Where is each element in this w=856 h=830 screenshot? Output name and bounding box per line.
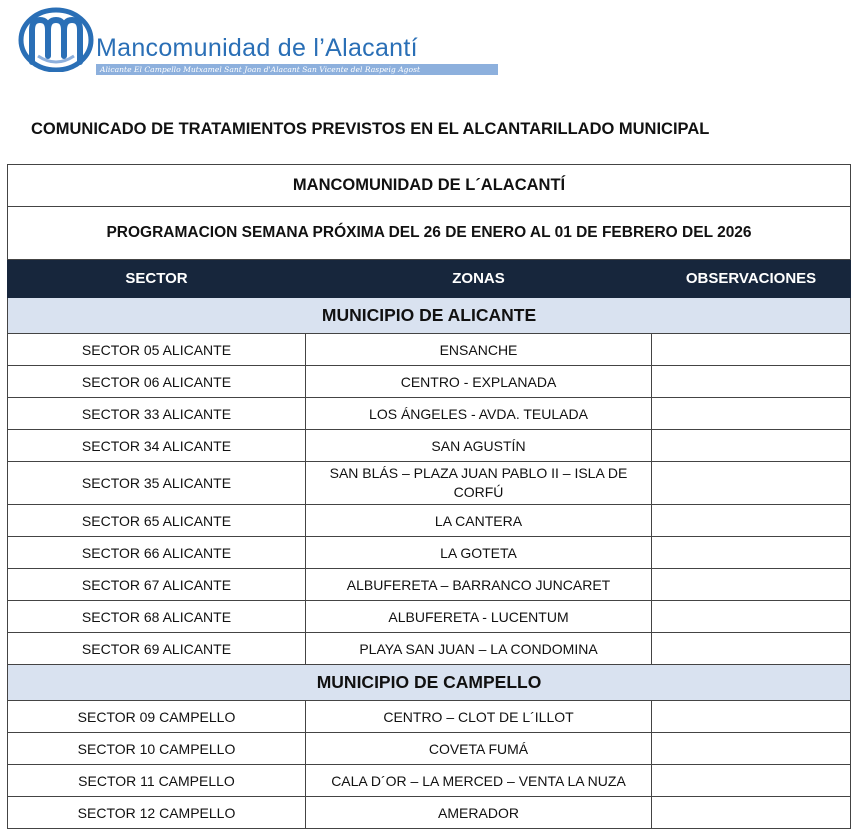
table-row [8, 733, 851, 765]
zona-cell: COVETA FUMÁ [306, 733, 652, 765]
document-heading: COMUNICADO DE TRATAMIENTOS PREVISTOS EN EL ALCANTARILLADO MUNICIPAL [31, 120, 710, 138]
zona-cell: CENTRO – CLOT DE L´ILLOT [306, 701, 652, 733]
zona-cell: AMERADOR [306, 797, 652, 829]
logo-municipalities-strip: Alicante El Campello Mutxamel Sant Joan d'Alacant San Vicente del Raspeig Agost [96, 64, 498, 75]
sector-cell: SECTOR 69 ALICANTE [8, 633, 306, 665]
table-row [8, 537, 851, 569]
sector-cell: SECTOR 05 ALICANTE [8, 334, 306, 366]
table-title: MANCOMUNIDAD DE L´ALACANTÍ [8, 165, 851, 207]
observaciones-cell [652, 569, 851, 601]
observaciones-cell [652, 334, 851, 366]
table-subtitle-row [8, 207, 851, 260]
municipio-group-row [8, 665, 851, 701]
table-row [8, 366, 851, 398]
sector-cell: SECTOR 65 ALICANTE [8, 505, 306, 537]
table-subtitle: PROGRAMACION SEMANA PRÓXIMA DEL 26 DE ENERO AL 01 DE FEBRERO DEL 2026 [8, 207, 851, 260]
observaciones-cell [652, 765, 851, 797]
table-row [8, 398, 851, 430]
sector-cell: SECTOR 35 ALICANTE [8, 462, 306, 505]
logo-title: Mancomunidad de l’Alacantí [96, 34, 418, 62]
municipio-name: MUNICIPIO DE CAMPELLO [8, 665, 851, 701]
mancomunidad-logo [18, 6, 508, 76]
zona-cell: SAN AGUSTÍN [306, 430, 652, 462]
zona-cell: LA CANTERA [306, 505, 652, 537]
observaciones-cell [652, 430, 851, 462]
sector-cell: SECTOR 34 ALICANTE [8, 430, 306, 462]
table-row [8, 462, 851, 505]
sector-cell: SECTOR 66 ALICANTE [8, 537, 306, 569]
table-row [8, 633, 851, 665]
column-header-sector: SECTOR [8, 260, 306, 298]
zona-cell: ALBUFERETA – BARRANCO JUNCARET [306, 569, 652, 601]
observaciones-cell [652, 505, 851, 537]
table-row [8, 765, 851, 797]
observaciones-cell [652, 733, 851, 765]
table-row [8, 601, 851, 633]
observaciones-cell [652, 366, 851, 398]
zona-cell: LA GOTETA [306, 537, 652, 569]
observaciones-cell [652, 537, 851, 569]
table-row [8, 797, 851, 829]
table-header-row [8, 260, 851, 298]
municipio-group-row [8, 298, 851, 334]
sector-cell: SECTOR 06 ALICANTE [8, 366, 306, 398]
zona-cell: CALA D´OR – LA MERCED – VENTA LA NUZA [306, 765, 652, 797]
observaciones-cell [652, 398, 851, 430]
table-row [8, 505, 851, 537]
sector-cell: SECTOR 09 CAMPELLO [8, 701, 306, 733]
table-title-row [8, 165, 851, 207]
table-row [8, 430, 851, 462]
observaciones-cell [652, 633, 851, 665]
treatments-table [7, 164, 851, 829]
observaciones-cell [652, 462, 851, 505]
zona-cell: LOS ÁNGELES - AVDA. TEULADA [306, 398, 652, 430]
municipio-name: MUNICIPIO DE ALICANTE [8, 298, 851, 334]
table-row [8, 334, 851, 366]
column-header-zonas: ZONAS [306, 260, 652, 298]
table-row [8, 569, 851, 601]
zona-cell: SAN BLÁS – PLAZA JUAN PABLO II – ISLA DE CORFÚ [306, 462, 652, 505]
zona-cell: CENTRO - EXPLANADA [306, 366, 652, 398]
sector-cell: SECTOR 68 ALICANTE [8, 601, 306, 633]
observaciones-cell [652, 797, 851, 829]
zona-cell: ALBUFERETA - LUCENTUM [306, 601, 652, 633]
observaciones-cell [652, 701, 851, 733]
sector-cell: SECTOR 10 CAMPELLO [8, 733, 306, 765]
sector-cell: SECTOR 33 ALICANTE [8, 398, 306, 430]
zona-cell: ENSANCHE [306, 334, 652, 366]
sector-cell: SECTOR 11 CAMPELLO [8, 765, 306, 797]
sector-cell: SECTOR 67 ALICANTE [8, 569, 306, 601]
mancomunidad-logo-icon [18, 6, 96, 72]
column-header-observaciones: OBSERVACIONES [652, 260, 851, 298]
sector-cell: SECTOR 12 CAMPELLO [8, 797, 306, 829]
zona-cell: PLAYA SAN JUAN – LA CONDOMINA [306, 633, 652, 665]
table-row [8, 701, 851, 733]
observaciones-cell [652, 601, 851, 633]
